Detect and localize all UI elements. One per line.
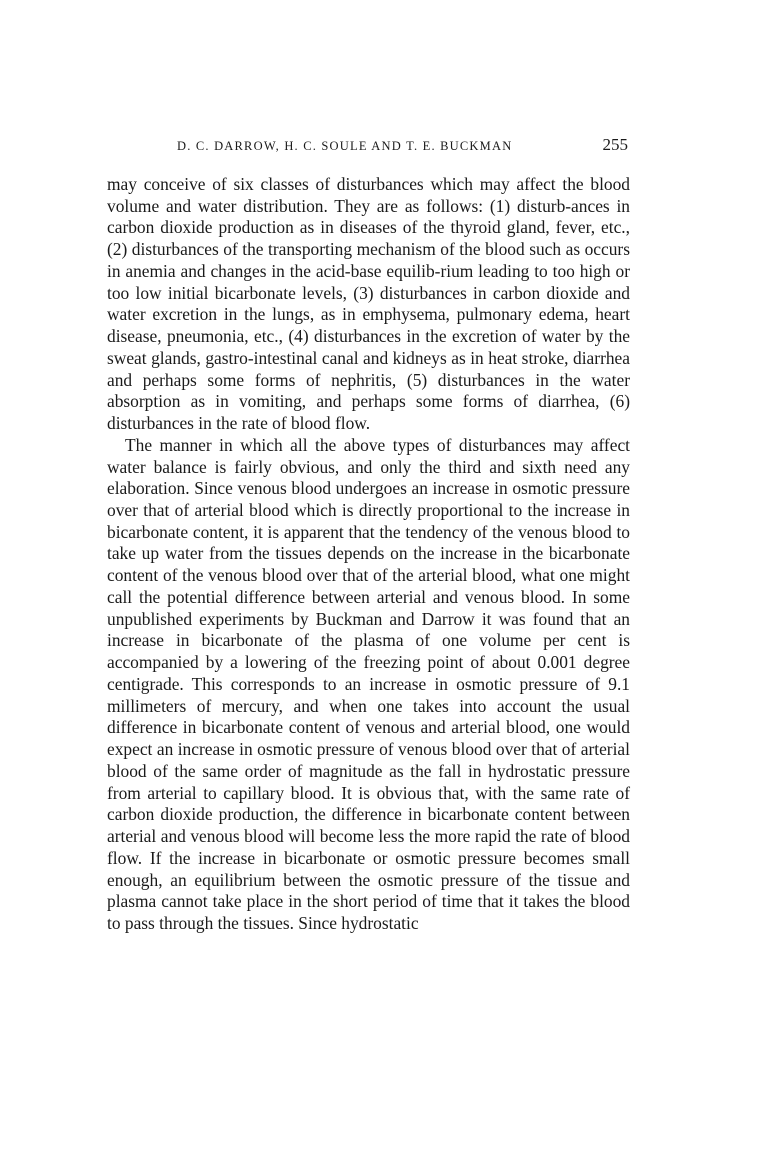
paragraph-osmotic-pressure: The manner in which all the above types of disturbances may affect water balance is fairly obvious, and only the third and sixth need any elaboration. Since venous blood undergoes an increase in osmotic pressure over that of arterial blood which is directly proportional to the increase in bicarbonate content, it is apparent that the tendency of the venous blood to take up water from the tissues depends on the increase in the bicarbonate content of the venous blood over that of the arterial blood, what one might call the potential difference between arterial and venous blood. In some unpublished experiments by Buckman and Darrow it was found that an increase in bicarbonate of the plasma of one volume per cent is accompanied by a lowering of the freezing point of about 0.001 degree centigrade. This corresponds to an increase in osmotic pressure of 9.1 millimeters of mercury, and when one takes into account the usual difference in bicarbonate content of venous and arterial blood, one would expect an increase in osmotic pressure of venous blood over that of arterial blood of the same order of magnitude as the fall in hydrostatic pressure from arterial to capillary blood. It is obvious that, with the same rate of carbon dioxide production, the difference in bicarbonate content between arterial and venous blood will become less the more rapid the rate of blood flow. If the increase in bicarbonate or osmotic pressure becomes small enough, an equilibrium between the osmotic pressure of the tissue and plasma cannot take place in the short period of time that it takes the blood to pass through the tissues. Since hydrostatic (107, 434, 630, 933)
body-text (107, 174, 630, 935)
running-head (107, 136, 630, 158)
paragraph-disturbance-classes: may conceive of six classes of disturbances which may affect the blood volume and water distribution. They are as follows: (1) disturb-ances in carbon dioxide production as in diseases of the thyroid gland, fever, etc., (2) disturbances of the transporting mechanism of the blood such as occurs in anemia and changes in the acid-base equilib-rium leading to too high or too low initial bicarbonate levels, (3) disturbances in carbon dioxide and water excretion in the lungs, as in emphysema, pulmonary edema, heart disease, pneumonia, etc., (4) disturbances in the excretion of water by the sweat glands, gastro-intestinal canal and kidneys as in heat stroke, diarrhea and perhaps some forms of nephritis, (5) disturbances in the water absorption as in vomiting, and perhaps some forms of diarrhea, (6) disturbances in the rate of blood flow. (107, 174, 630, 434)
running-head-authors: D. C. DARROW, H. C. SOULE AND T. E. BUCKMAN (177, 139, 513, 153)
page-number: 255 (602, 135, 628, 154)
